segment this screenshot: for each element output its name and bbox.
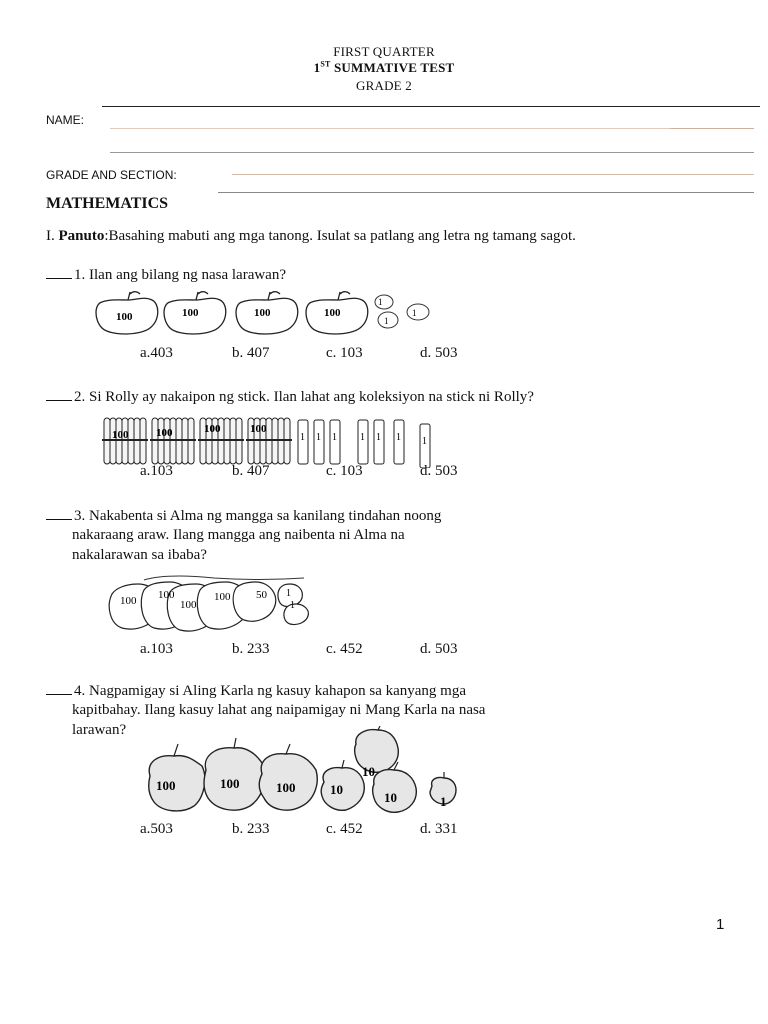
cashew-label-3: 100 [276,780,296,795]
instructions-bold: Panuto [58,228,105,244]
question-1 [46,264,286,285]
question-2-text: Si Rolly ay nakaipon ng stick. Ilan lahat ang koleksiyon na stick ni Rolly? [89,389,534,405]
q4-choice-a[interactable]: a.503 [140,821,173,837]
question-4 [46,680,466,701]
q4-choice-c[interactable]: c. 452 [326,821,363,837]
question-2 [46,386,534,407]
mango-label-7: 1 [290,600,295,611]
apple-one-label-1: 1 [378,297,383,307]
q4-choice-d[interactable]: d. 331 [420,821,458,837]
question-4-text-3: larawan? [72,722,127,738]
single-stick-label-4: 1 [360,432,365,443]
mango-label-3: 100 [180,599,197,611]
apple-1-b [407,304,429,320]
q2-choice-a[interactable]: a.103 [140,463,173,479]
question-4-number: 4. [74,683,86,699]
mango-label-1: 100 [120,595,137,607]
stick-label-3: 100 [204,423,221,435]
apple-label-1: 100 [116,311,133,323]
instructions [46,226,576,246]
cashew-label-7: 1 [440,794,447,809]
single-stick-label-6: 1 [396,432,401,443]
stick-label-1: 100 [112,429,129,441]
single-stick-label-5: 1 [376,432,381,443]
header-line1: FIRST QUARTER [333,44,435,59]
cashew-label-4: 10 [330,782,343,797]
instructions-text: :Basahing mabuti ang mga tanong. Isulat sa patlang ang letra ng tamang sagot. [104,228,576,244]
q3-choice-a[interactable]: a.103 [140,641,173,657]
apple-label-3: 100 [254,307,271,319]
mango-label-2: 100 [158,589,175,601]
single-stick-label-3: 1 [332,432,337,443]
page-number: 1 [716,916,725,933]
cashew-label-6: 10 [384,790,397,805]
stick-bundle-2 [150,418,196,464]
question-2-number: 2. [74,389,86,405]
question-1-number: 1. [74,267,86,283]
cashew-label-2: 100 [220,776,240,791]
header-line3: GRADE 2 [356,78,412,93]
grade-line-gray [218,192,754,193]
question-3-text-1: Nakabenta si Alma ng mangga sa kanilang tindahan noong [89,508,442,524]
mango-5 [233,582,276,621]
cashews-figure [144,726,466,820]
single-stick-label-1: 1 [300,432,305,443]
single-stick-label-2: 1 [316,432,321,443]
name-line-top [102,106,760,107]
header-title: SUMMATIVE TEST [330,60,455,76]
question-3-text-3: nakalarawan sa ibaba? [72,547,207,563]
apples-figure [92,290,442,338]
apple-one-label-3: 1 [384,316,389,326]
header-line2 [0,60,768,76]
q3-choice-d[interactable]: d. 503 [420,641,458,657]
mango-label-5: 50 [256,589,267,601]
answer-blank-4[interactable] [46,680,72,695]
mango-label-6: 1 [286,588,291,599]
q1-choice-b[interactable]: b. 407 [232,345,270,361]
question-4-text-2: kapitbahay. Ilang kasuy lahat ang naipamigay ni Mang Karla na nasa [72,702,486,718]
grade-section-label: GRADE AND SECTION: [46,168,177,182]
apple-label-4: 100 [324,307,341,319]
cashew-label-1: 100 [156,778,176,793]
question-1-text: Ilan ang bilang ng nasa larawan? [89,267,286,283]
mango-stems [144,576,304,580]
q3-choice-c[interactable]: c. 452 [326,641,363,657]
name-line-orange [110,128,754,129]
question-3-number: 3. [74,508,86,524]
mangoes-figure [104,574,334,634]
q2-choice-c[interactable]: c. 103 [326,463,363,479]
apple-one-label-2: 1 [412,308,417,318]
q1-choice-c[interactable]: c. 103 [326,345,363,361]
stick-label-2: 100 [156,427,173,439]
header-ordinal-sup: ST [320,60,331,69]
q4-choice-b[interactable]: b. 233 [232,821,270,837]
header-ordinal: 1 [313,60,321,76]
answer-blank-2[interactable] [46,386,72,401]
q1-choice-a[interactable]: a.403 [140,345,173,361]
sticks-figure [102,416,442,468]
grade-line-orange [232,174,754,175]
question-3 [46,505,441,526]
subject-title: MATHEMATICS [46,195,169,212]
instructions-prefix: I. [46,228,59,244]
cashew-label-5: 10 [362,764,375,779]
name-line-orange-accent [670,128,754,129]
mango-label-4: 100 [214,591,231,603]
stick-bundle-1 [102,418,148,464]
name-line-gray [110,152,754,153]
stick-label-4: 100 [250,423,267,435]
apple-label-2: 100 [182,307,199,319]
name-label: NAME: [46,113,85,127]
q2-choice-d[interactable]: d. 503 [420,463,458,479]
single-stick-label-7: 1 [422,436,427,447]
q3-choice-b[interactable]: b. 233 [232,641,270,657]
q2-choice-b[interactable]: b. 407 [232,463,270,479]
mango-7 [284,604,308,625]
q1-choice-d[interactable]: d. 503 [420,345,458,361]
question-3-text-2: nakaraang araw. Ilang mangga ang naibenta ni Alma na [72,527,405,543]
answer-blank-3[interactable] [46,505,72,520]
answer-blank-1[interactable] [46,264,72,279]
question-4-text-1: Nagpamigay si Aling Karla ng kasuy kahapon sa kanyang mga [89,683,466,699]
